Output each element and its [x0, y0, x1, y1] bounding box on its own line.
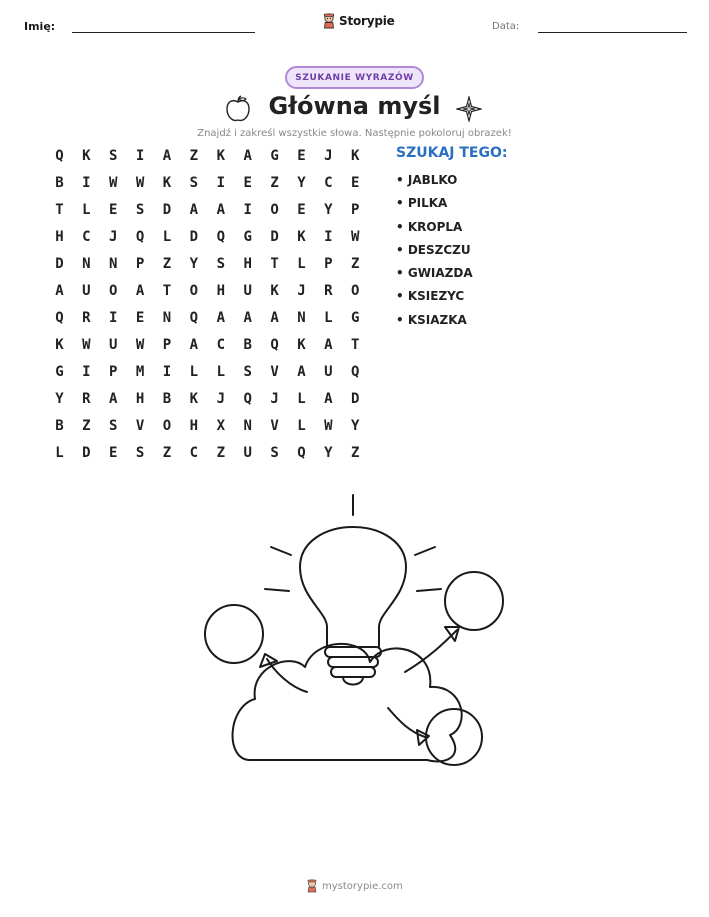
- grid-letter[interactable]: E: [135, 310, 145, 326]
- grid-letter[interactable]: A: [189, 202, 199, 218]
- grid-letter[interactable]: H: [135, 391, 145, 407]
- grid-letter[interactable]: K: [297, 229, 306, 245]
- grid-letter[interactable]: S: [135, 445, 145, 461]
- grid-letter[interactable]: W: [109, 175, 118, 191]
- grid-letter[interactable]: N: [162, 310, 172, 326]
- grid-letter[interactable]: Y: [351, 418, 360, 434]
- grid-letter[interactable]: Q: [297, 445, 306, 461]
- grid-letter[interactable]: J: [324, 148, 333, 164]
- grid-letter[interactable]: K: [297, 337, 306, 353]
- grid-letter[interactable]: Y: [297, 175, 306, 191]
- grid-letter[interactable]: Q: [55, 148, 64, 164]
- grid-letter[interactable]: I: [82, 175, 91, 191]
- grid-letter[interactable]: L: [82, 202, 91, 218]
- grid-letter[interactable]: R: [82, 391, 91, 407]
- grid-letter[interactable]: C: [189, 445, 199, 461]
- footer: [306, 879, 403, 893]
- grid-letter[interactable]: S: [216, 256, 225, 272]
- grid-letter[interactable]: A: [216, 202, 225, 218]
- instructions: Znajdź i zakreśl wszystkie słowa. Następnie pokoloruj obrazek!: [197, 128, 512, 139]
- grid-letter[interactable]: P: [162, 337, 172, 353]
- grid-letter[interactable]: A: [243, 310, 252, 326]
- grid-letter[interactable]: A: [243, 148, 252, 164]
- page-title: Główna myśl: [268, 92, 441, 120]
- grid-letter[interactable]: L: [297, 391, 306, 407]
- grid-letter[interactable]: J: [216, 391, 225, 407]
- grid-letter[interactable]: A: [324, 337, 333, 353]
- title-row: [0, 92, 709, 128]
- grid-letter[interactable]: Z: [351, 256, 360, 272]
- grid-letter[interactable]: K: [162, 175, 172, 191]
- grid-letter[interactable]: C: [324, 175, 333, 191]
- grid-letter[interactable]: X: [216, 418, 225, 434]
- grid-letter[interactable]: N: [243, 418, 252, 434]
- grid-letter[interactable]: O: [189, 283, 199, 299]
- grid-letter[interactable]: D: [189, 229, 199, 245]
- grid-letter[interactable]: Q: [351, 364, 360, 380]
- grid-letter[interactable]: J: [270, 391, 279, 407]
- grid-letter[interactable]: T: [55, 202, 64, 218]
- grid-letter[interactable]: A: [55, 283, 64, 299]
- lightbulb-illustration: [195, 487, 515, 777]
- grid-letter[interactable]: H: [55, 229, 64, 245]
- grid-letter[interactable]: I: [109, 310, 118, 326]
- word-bank-item: • KSIEZYC: [396, 289, 465, 304]
- grid-letter[interactable]: P: [135, 256, 145, 272]
- grid-letter[interactable]: U: [82, 283, 91, 299]
- grid-letter[interactable]: W: [324, 418, 333, 434]
- grid-letter[interactable]: U: [243, 445, 252, 461]
- storypie-logo-icon: [322, 13, 336, 29]
- grid-letter[interactable]: L: [324, 310, 333, 326]
- grid-letter[interactable]: W: [351, 229, 360, 245]
- sparkle-icon: [456, 96, 482, 122]
- grid-letter[interactable]: Y: [189, 256, 199, 272]
- grid-letter[interactable]: K: [216, 148, 225, 164]
- grid-letter[interactable]: Y: [324, 202, 333, 218]
- grid-letter[interactable]: T: [351, 337, 360, 353]
- grid-letter[interactable]: D: [162, 202, 172, 218]
- grid-letter[interactable]: A: [270, 310, 279, 326]
- grid-letter[interactable]: L: [297, 418, 306, 434]
- grid-letter[interactable]: I: [82, 364, 91, 380]
- grid-letter[interactable]: E: [109, 202, 118, 218]
- grid-letter[interactable]: Q: [189, 310, 199, 326]
- date-field-line[interactable]: [538, 32, 687, 33]
- grid-letter[interactable]: K: [189, 391, 199, 407]
- grid-letter[interactable]: A: [189, 337, 199, 353]
- grid-letter[interactable]: V: [135, 418, 145, 434]
- date-label: Data:: [492, 21, 520, 32]
- grid-letter[interactable]: O: [270, 202, 279, 218]
- grid-letter[interactable]: A: [162, 148, 172, 164]
- grid-letter[interactable]: R: [324, 283, 333, 299]
- grid-letter[interactable]: H: [243, 256, 252, 272]
- grid-letter[interactable]: E: [109, 445, 118, 461]
- grid-letter[interactable]: Q: [55, 310, 64, 326]
- grid-letter[interactable]: G: [351, 310, 360, 326]
- grid-letter[interactable]: G: [55, 364, 64, 380]
- brand: [322, 13, 395, 29]
- grid-letter[interactable]: P: [351, 202, 360, 218]
- grid-letter[interactable]: U: [324, 364, 333, 380]
- grid-letter[interactable]: P: [109, 364, 118, 380]
- grid-letter[interactable]: T: [162, 283, 172, 299]
- grid-letter[interactable]: G: [270, 148, 279, 164]
- grid-letter[interactable]: S: [189, 175, 199, 191]
- grid-letter[interactable]: N: [297, 310, 306, 326]
- grid-letter[interactable]: D: [55, 256, 64, 272]
- word-bank-title: SZUKAJ TEGO:: [396, 145, 508, 161]
- word-bank-item: • KSIAZKA: [396, 312, 467, 327]
- grid-letter[interactable]: A: [216, 310, 225, 326]
- grid-letter[interactable]: Z: [162, 256, 172, 272]
- grid-letter[interactable]: Q: [135, 229, 145, 245]
- grid-letter[interactable]: K: [351, 148, 360, 164]
- grid-letter[interactable]: C: [82, 229, 91, 245]
- grid-letter[interactable]: A: [324, 391, 333, 407]
- grid-letter[interactable]: E: [243, 175, 252, 191]
- grid-letter[interactable]: I: [162, 364, 172, 380]
- grid-letter[interactable]: U: [243, 283, 252, 299]
- grid-letter[interactable]: L: [216, 364, 225, 380]
- grid-letter[interactable]: Q: [270, 337, 279, 353]
- grid-letter[interactable]: B: [162, 391, 172, 407]
- grid-letter[interactable]: A: [297, 364, 306, 380]
- grid-letter[interactable]: D: [270, 229, 279, 245]
- grid-letter[interactable]: W: [135, 337, 145, 353]
- word-bank-item: • DESZCZU: [396, 242, 471, 257]
- grid-letter[interactable]: K: [82, 148, 91, 164]
- name-label: Imię:: [24, 20, 56, 33]
- grid-letter[interactable]: A: [135, 283, 145, 299]
- word-bank-item: • GWIAZDA: [396, 266, 473, 281]
- grid-letter[interactable]: E: [297, 202, 306, 218]
- grid-letter[interactable]: C: [216, 337, 225, 353]
- grid-letter[interactable]: Z: [82, 418, 91, 434]
- brand-name: Storypie: [339, 14, 395, 28]
- word-bank-item: • JABLKO: [396, 173, 458, 187]
- grid-letter[interactable]: W: [135, 175, 145, 191]
- grid-letter[interactable]: B: [55, 175, 64, 191]
- grid-letter[interactable]: D: [351, 391, 360, 407]
- grid-letter[interactable]: G: [243, 229, 252, 245]
- grid-letter[interactable]: L: [297, 256, 306, 272]
- grid-letter[interactable]: O: [109, 283, 118, 299]
- grid-letter[interactable]: I: [243, 202, 252, 218]
- grid-letter[interactable]: S: [109, 418, 118, 434]
- grid-letter[interactable]: S: [270, 445, 279, 461]
- grid-letter[interactable]: E: [297, 148, 306, 164]
- grid-letter[interactable]: U: [109, 337, 118, 353]
- grid-letter[interactable]: N: [109, 256, 118, 272]
- grid-letter[interactable]: S: [135, 202, 145, 218]
- grid-letter[interactable]: Y: [324, 445, 333, 461]
- grid-letter[interactable]: Z: [270, 175, 279, 191]
- grid-letter[interactable]: M: [135, 364, 145, 380]
- grid-letter[interactable]: J: [109, 229, 118, 245]
- grid-letter[interactable]: L: [189, 364, 199, 380]
- grid-letter[interactable]: O: [162, 418, 172, 434]
- grid-letter[interactable]: L: [55, 445, 64, 461]
- grid-letter[interactable]: T: [270, 256, 279, 272]
- footer-url: mystorypie.com: [322, 880, 403, 892]
- grid-letter[interactable]: V: [270, 364, 279, 380]
- letter-grid: [46, 146, 369, 470]
- name-field-line[interactable]: [72, 32, 255, 33]
- grid-letter[interactable]: V: [270, 418, 279, 434]
- grid-letter[interactable]: H: [189, 418, 199, 434]
- grid-letter[interactable]: D: [82, 445, 91, 461]
- storypie-logo-icon: [306, 879, 318, 893]
- grid-letter[interactable]: K: [270, 283, 279, 299]
- grid-letter[interactable]: L: [162, 229, 172, 245]
- grid-letter[interactable]: Q: [243, 391, 252, 407]
- grid-letter[interactable]: E: [351, 175, 360, 191]
- word-bank-item: • PILKA: [396, 196, 448, 211]
- word-bank-item: • KROPLA: [396, 219, 463, 234]
- grid-letter[interactable]: N: [82, 256, 91, 272]
- grid-letter[interactable]: K: [55, 337, 64, 353]
- grid-letter[interactable]: R: [82, 310, 91, 326]
- grid-letter[interactable]: Q: [216, 229, 225, 245]
- grid-letter[interactable]: S: [109, 148, 118, 164]
- grid-letter[interactable]: Z: [216, 445, 225, 461]
- grid-letter[interactable]: I: [324, 229, 333, 245]
- grid-letter[interactable]: I: [135, 148, 145, 164]
- grid-letter[interactable]: I: [216, 175, 225, 191]
- grid-letter[interactable]: W: [82, 337, 91, 353]
- grid-letter[interactable]: B: [243, 337, 252, 353]
- grid-letter[interactable]: Z: [189, 148, 199, 164]
- grid-letter[interactable]: Y: [55, 391, 64, 407]
- grid-letter[interactable]: P: [324, 256, 333, 272]
- grid-letter[interactable]: S: [243, 364, 252, 380]
- grid-letter[interactable]: H: [216, 283, 225, 299]
- word-bank-list: [396, 172, 473, 335]
- grid-letter[interactable]: J: [297, 283, 306, 299]
- grid-letter[interactable]: B: [55, 418, 64, 434]
- activity-badge: SZUKANIE WYRAZÓW: [285, 66, 424, 89]
- grid-letter[interactable]: O: [351, 283, 360, 299]
- grid-letter[interactable]: Z: [162, 445, 172, 461]
- grid-letter[interactable]: A: [109, 391, 118, 407]
- grid-letter[interactable]: Z: [351, 445, 360, 461]
